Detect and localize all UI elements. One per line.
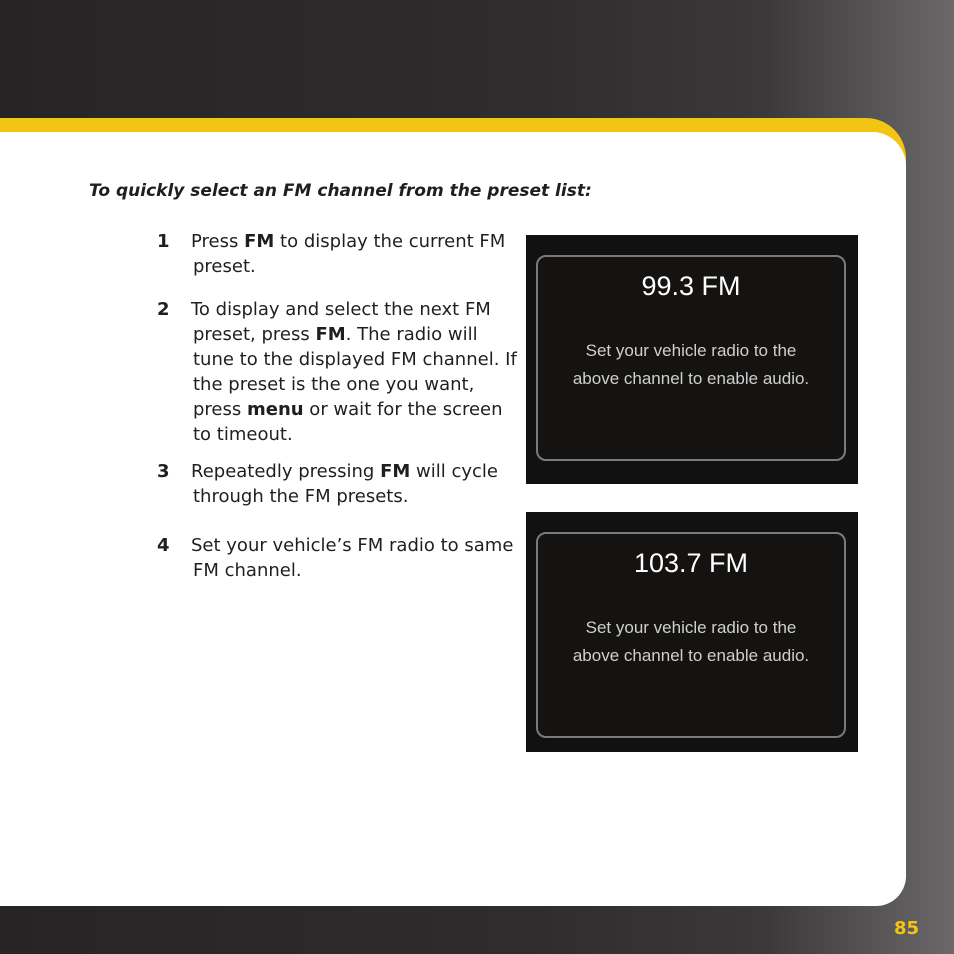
screen-message: Set your vehicle radio to the above channel to enable audio.: [572, 618, 810, 665]
step-text: To display and select the next FM preset, press FM. The radio will tune to the displayed FM channel. If the preset is the one you want, press menu or wait for the screen to timeout.: [191, 299, 517, 445]
step-text: Set your vehicle’s FM radio to same FM channel.: [191, 535, 514, 581]
screen-message: Set your vehicle radio to the above channel to enable audio.: [572, 341, 810, 388]
step-text: Repeatedly pressing FM will cycle through the FM presets.: [191, 461, 498, 507]
frequency-display: 99.3 FM: [641, 271, 741, 301]
screen-frame: [536, 255, 846, 461]
step-1: [157, 229, 517, 279]
step-2: [157, 297, 517, 447]
step-number: 4: [157, 535, 170, 556]
radio-screen-1: [526, 235, 858, 484]
step-number: 2: [157, 299, 170, 320]
page-number: 85: [893, 918, 919, 939]
step-3: [157, 459, 517, 509]
radio-screen-2: [526, 512, 858, 752]
frequency-display: 103.7 FM: [633, 548, 749, 578]
step-number: 1: [157, 231, 170, 252]
step-number: 3: [157, 461, 170, 482]
intro-heading: To quickly select an FM channel from the preset list:: [89, 181, 592, 201]
screen-frame: [536, 532, 846, 738]
step-4: [157, 533, 517, 583]
step-text: Press FM to display the current FM preset.: [191, 231, 506, 277]
